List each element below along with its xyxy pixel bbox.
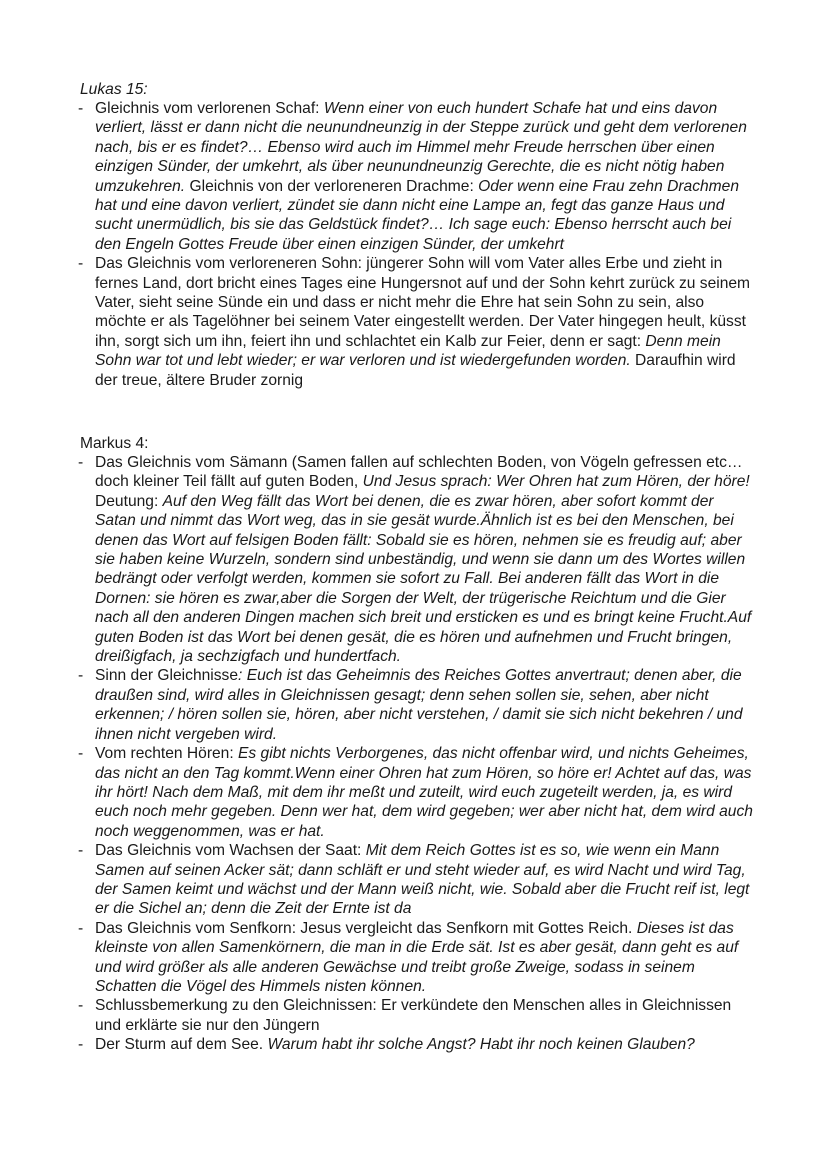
quote-span: Es gibt nichts Verborgenes, das nicht offenbar wird, und nichts Geheimes, das nicht an den Tag kommt.Wenn einer Ohren hat zum Hören, so höre er! Achtet auf das, was ihr hört! Nach dem Maß, mit dem ihr meßt und zuteilt, wird euch zugeteilt werden, ja, es wird euch noch mehr gegeben. Denn wer hat, dem wird gegeben; wer aber nicht hat, dem wird auch noch weggenommen, was er hat. — [95, 745, 753, 840]
list-item — [78, 996, 758, 1035]
list-item — [78, 744, 758, 841]
bullet-dash: - — [78, 255, 84, 273]
quote-span: Auf den Weg fällt das Wort bei denen, die es zwar hören, aber sofort kommt der Satan und nimmt das Wort weg, das in sie gesät wurde.Ähnlich ist es bei den Menschen, bei denen das Wort auf felsigen Boden fällt: Sobald sie es hören, nehmen sie es freudig auf; aber sie haben keine Wurzeln, sondern sind unbeständig, und wenn sie dann um des Wortes willen bedrängt oder verfolgt werden, kommen sie sofort zu Fall. Bei anderen fällt das Wort in die Dornen: sie hören es zwar,aber die Sorgen der Welt, der trügerische Reichtum und die Gier nach all den anderen Dingen machen sich breit und ersticken es und es bringt keine Frucht.Auf guten Boden ist das Wort bei denen gesät, die es hören und aufnehmen und Frucht bringen, dreißigfach, ja sechzigfach und hundertfach. — [95, 492, 752, 666]
bullet-dash: - — [78, 997, 84, 1015]
bullet-dash: - — [78, 842, 84, 860]
text-span: Der Sturm auf dem See. — [95, 1036, 268, 1054]
text-span: Das Gleichnis vom Wachsen der Saat: — [95, 842, 366, 860]
bullet-dash: - — [78, 100, 84, 117]
text-span: Schlussbemerkung zu den Gleichnissen: Er verkündete den Menschen alles in Gleichnissen und erklärte sie nur den Jüngern — [95, 997, 732, 1034]
list-item — [78, 919, 758, 997]
item-text — [95, 841, 758, 919]
quote-span: Warum habt ihr solche Angst? Habt ihr noch keinen Glauben? — [267, 1036, 695, 1054]
text-span: Das Gleichnis vom Senfkorn: Jesus vergleicht das Senfkorn mit Gottes Reich. — [95, 919, 637, 937]
bullet-dash: - — [78, 454, 84, 471]
item-text — [95, 744, 758, 841]
section-heading-lukas: Lukas 15: — [80, 81, 148, 98]
list-item — [78, 453, 758, 666]
lukas-list — [78, 99, 758, 390]
quote-span: Dieses ist das kleinste von allen Samenkörnern, die man in die Erde sät. Ist es aber gesät, dann geht es auf und wird größer als alle anderen Gewächse und treibt große Zweige, sodass in seinem Schatten die Vögel des Himmels nisten können. — [95, 919, 739, 995]
list-item — [78, 841, 758, 919]
quote-span: Wenn einer von euch hundert Schafe hat und eins davon verliert, lässt er dann nicht die neunundneunzig in der Steppe zurück und geht dem verlorenen nach, bis er es findet?… Ebenso wird auch im Himmel mehr Freude herrschen über einen einzigen Sünder, der umkehrt, als über neunundneunzig Gerechte, die es nicht nötig haben umzukehren. — [95, 100, 747, 195]
text-span: Sinn der Gleichnisse — [95, 667, 239, 685]
text-span: Daraufhin wird der treue, ältere Bruder zornig — [95, 352, 736, 389]
markus-list — [78, 453, 758, 1055]
text-span: Deutung: — [95, 492, 163, 510]
list-item — [78, 254, 758, 390]
item-text — [95, 254, 758, 390]
bullet-dash: - — [78, 1036, 84, 1054]
bullet-dash: - — [78, 667, 84, 685]
bullet-dash: - — [78, 919, 84, 937]
quote-span: : Euch ist das Geheimnis des Reiches Gottes anvertraut; denen aber, die draußen sind, wird alles in Gleichnissen gesagt; denn sehen sollen sie, sehen, aber nicht erkennen; / hören sollen sie, hören, aber nicht verstehen, / damit sie sich nicht bekehren / und ihnen nicht vergeben wird. — [95, 667, 743, 743]
quote-span: Mit dem Reich Gottes ist es so, wie wenn ein Mann Samen auf seinen Acker sät; dann schläft er und steht wieder auf, es wird Nacht und wird Tag, der Samen keimt und wächst und der Mann weiß nicht, wie. Sobald aber die Frucht reif ist, legt er die Sichel an; denn die Zeit der Ernte ist da — [95, 842, 750, 918]
quote-span: Und Jesus sprach: Wer Ohren hat zum Hören, der höre! — [362, 473, 750, 491]
item-text — [95, 99, 758, 254]
item-text — [95, 453, 758, 666]
list-item — [78, 666, 758, 744]
text-span: Gleichnis von der verloreneren Drachme: — [185, 177, 479, 195]
item-text — [95, 1035, 758, 1054]
text-span: Vom rechten Hören: — [95, 745, 239, 763]
item-text — [95, 666, 758, 744]
quote-span: Denn mein Sohn war tot und lebt wieder; er war verloren und ist wiedergefunden worden. — [95, 332, 721, 370]
item-text — [95, 919, 758, 997]
bullet-dash: - — [78, 745, 84, 763]
list-item — [78, 1035, 758, 1054]
text-span: Das Gleichnis vom Sämann (Samen fallen auf schlechten Boden, von Vögeln gefressen etc… doch kleiner Teil fällt auf guten Boden, — [95, 454, 743, 491]
quote-span: Oder wenn eine Frau zehn Drachmen hat und eine davon verliert, zündet sie dann nicht eine Lampe an, fegt das ganze Haus und sucht unermüdlich, bis sie das Geldstück findet?… Ich sage euch: Ebenso herrscht auch bei den Engeln Gottes Freude über einen einzigen Sünder, der umkehrt — [95, 177, 740, 253]
section-heading-markus: Markus 4: — [80, 435, 149, 452]
text-span: Das Gleichnis vom verloreneren Sohn: jüngerer Sohn will vom Vater alles Erbe und zieht in fernes Land, dort bricht eines Tages eine Hungersnot auf und der Sohn kehrt zurück zu seinem Vater, sieht seine Sünde ein und dass er nicht mehr die Ehre hat sein Sohn zu sein, also möchte er als Tagelöhner bei seinem Vater eingestellt werden. Der Vater hingegen heult, küsst ihn, sorgt sich um ihn, feiert ihn und schlachtet ein Kalb zur Feier, denn er sagt: — [95, 255, 751, 350]
text-span: Gleichnis vom verlorenen Schaf: — [95, 100, 324, 117]
item-text — [95, 996, 758, 1035]
list-item — [78, 99, 758, 254]
